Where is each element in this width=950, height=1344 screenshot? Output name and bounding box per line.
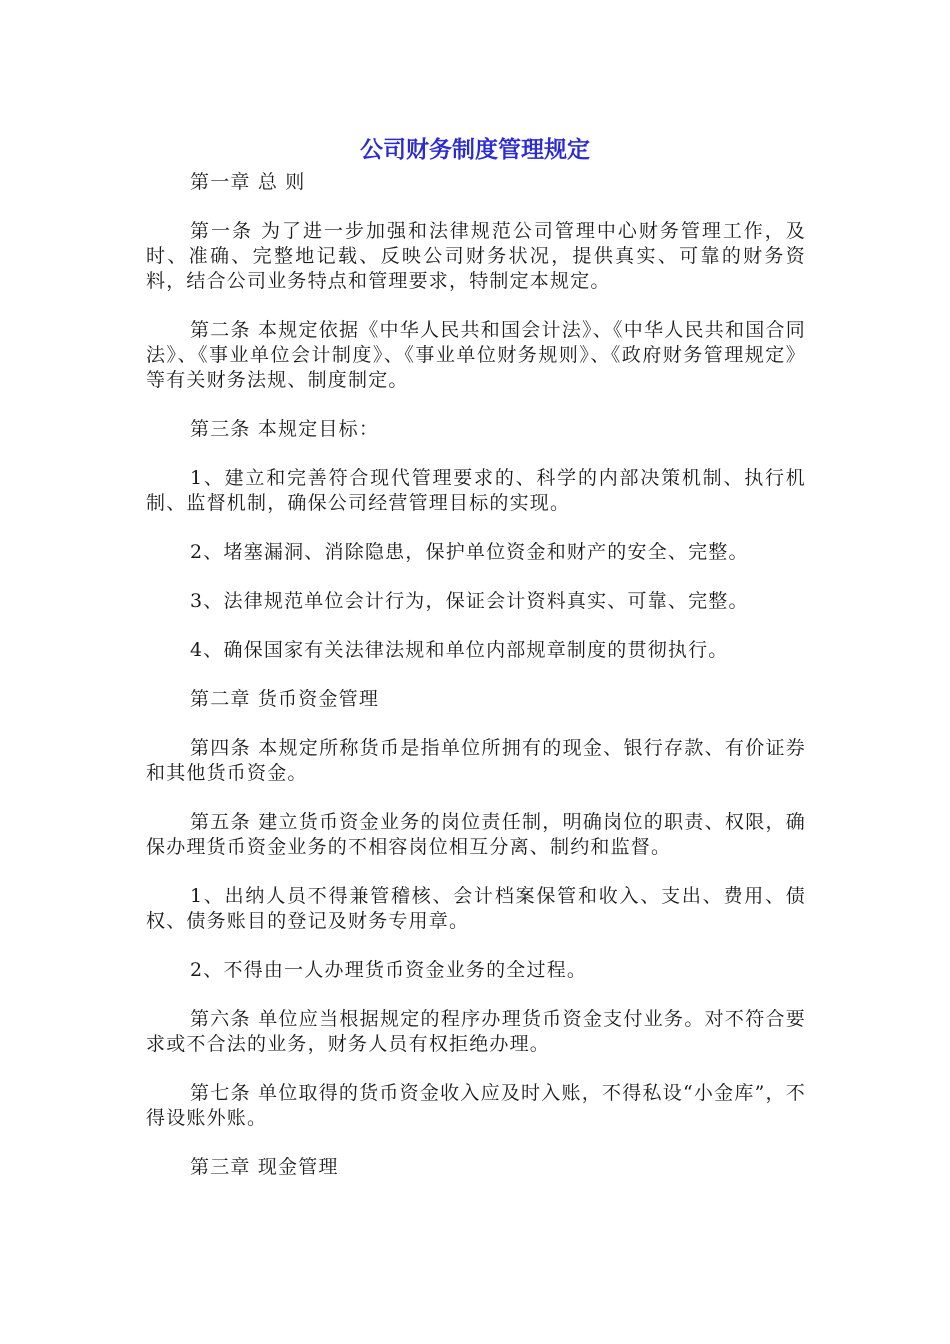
article-paragraph: 第六条 单位应当根据规定的程序办理货币资金支付业务。对不符合要求或不合法的业务，财务人员有权拒绝办理。: [146, 1008, 806, 1055]
list-item: 1、出纳人员不得兼管稽核、会计档案保管和收入、支出、费用、债权、债务账目的登记及财务专用章。: [146, 885, 806, 932]
article-paragraph: 第七条 单位取得的货币资金收入应及时入账，不得私设“小金库”，不得设账外账。: [146, 1082, 806, 1129]
article-paragraph: 第一条 为了进一步加强和法律规范公司管理中心财务管理工作，及时、准确、完整地记载、反映公司财务状况，提供真实、可靠的财务资料，结合公司业务特点和管理要求，特制定本规定。: [146, 220, 806, 292]
list-item: 2、不得由一人办理货币资金业务的全过程。: [190, 959, 588, 981]
list-item: 3、法律规范单位会计行为，保证会计资料真实、可靠、完整。: [190, 590, 749, 612]
document-title: 公司财务制度管理规定: [360, 137, 590, 163]
list-item: 1、建立和完善符合现代管理要求的、科学的内部决策机制、执行机制、监督机制，确保公司经营管理目标的实现。: [146, 467, 806, 514]
article-paragraph: 第五条 建立货币资金业务的岗位责任制，明确岗位的职责、权限，确保办理货币资金业务的不相容岗位相互分离、制约和监督。: [146, 811, 806, 858]
chapter-heading: 第一章 总 则: [190, 171, 306, 193]
list-item: 4、确保国家有关法律法规和单位内部规章制度的贯彻执行。: [190, 639, 729, 661]
article-paragraph: 第三条 本规定目标：: [190, 418, 380, 440]
list-item: 2、堵塞漏洞、消除隐患，保护单位资金和财产的安全、完整。: [190, 541, 749, 563]
article-paragraph: 第四条 本规定所称货币是指单位所拥有的现金、银行存款、有价证券和其他货币资金。: [146, 737, 806, 784]
article-paragraph: 第二条 本规定依据《中华人民共和国会计法》、《中华人民共和国合同法》、《事业单位会计制度》、《事业单位财务规则》、《政府财务管理规定》等有关财务法规、制度制定。: [146, 319, 806, 391]
chapter-heading: 第三章 现金管理: [190, 1156, 339, 1178]
document-body: [146, 170, 806, 1204]
chapter-heading: 第二章 货币资金管理: [190, 688, 380, 710]
